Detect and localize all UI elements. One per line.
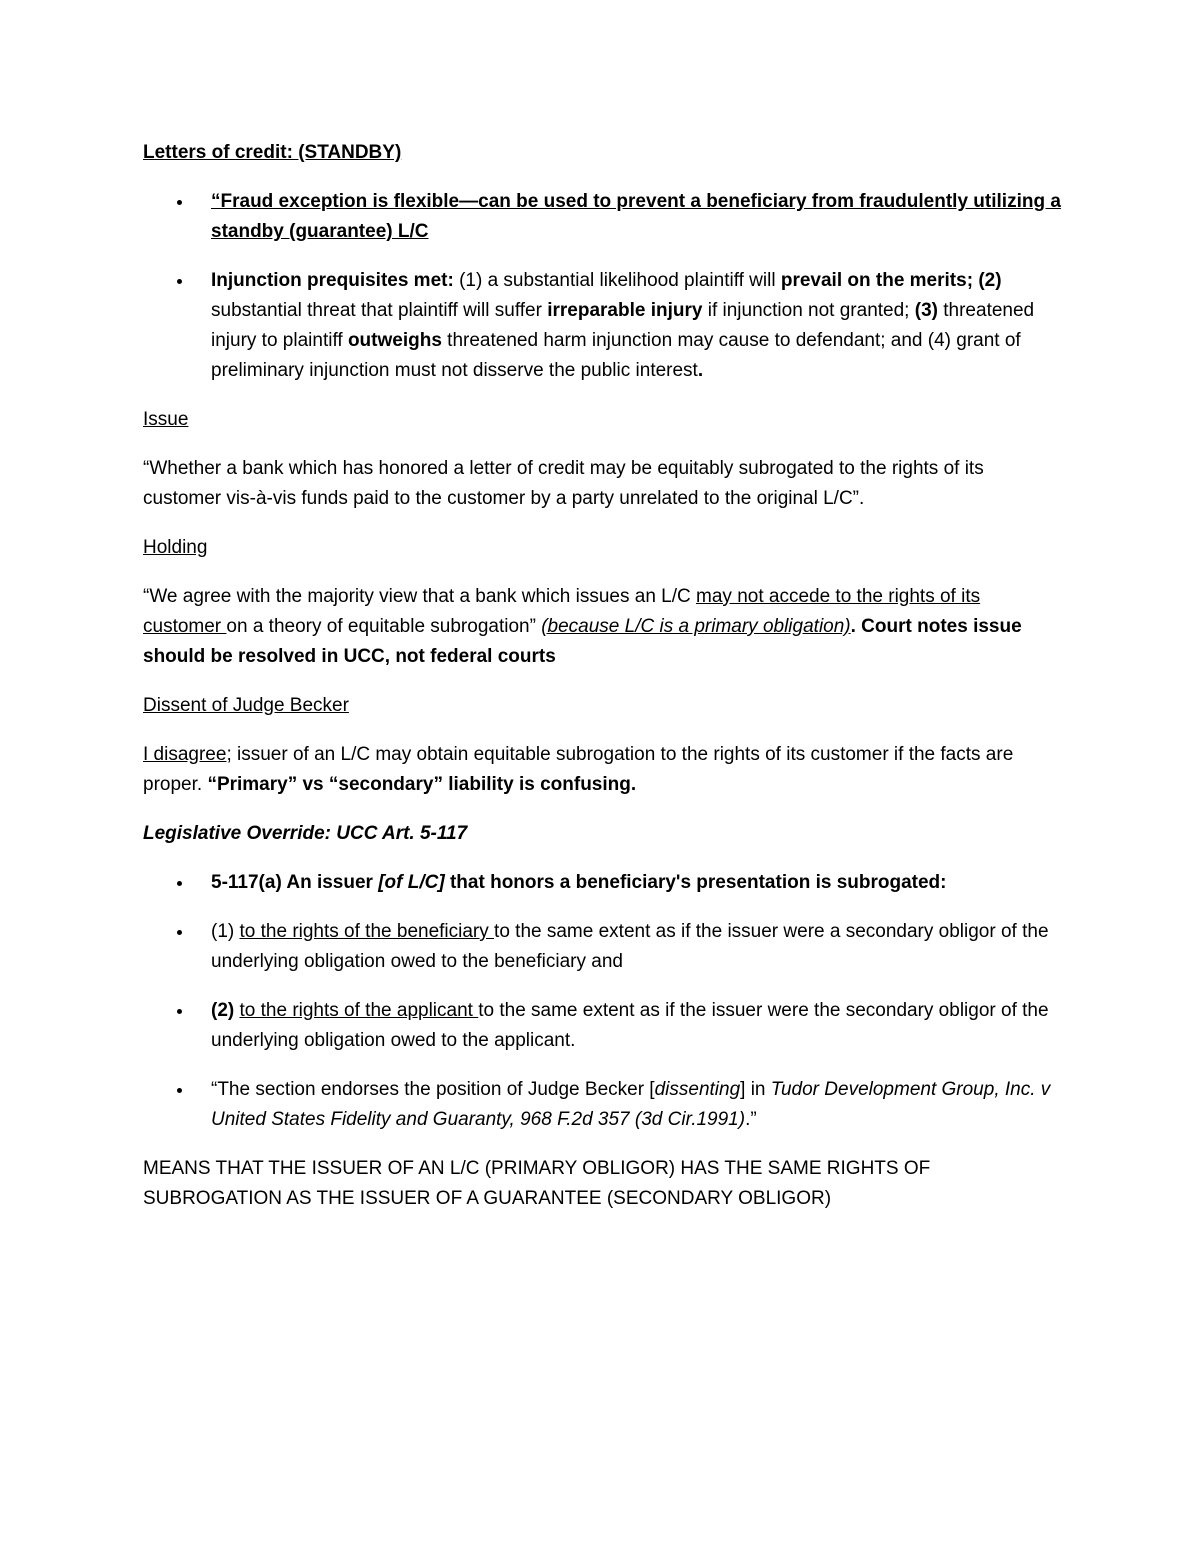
- document-page: [143, 138, 1063, 1233]
- issue-text: [143, 454, 1063, 514]
- injunction-emphasis: .: [697, 360, 704, 381]
- override-heading-text: Legislative Override: UCC Art. 5-117: [143, 823, 468, 844]
- clause-underlined: to the rights of the beneficiary: [239, 921, 495, 942]
- conclusion-caps: MEANS THAT THE ISSUER OF AN L/C (PRIMARY OBLIGOR) HAS THE SAME RIGHTS OF SUBROGATION AS THE ISSUER OF A GUARANTEE (SECONDARY OBLIGOR): [143, 1158, 931, 1209]
- intro-bullet-list: [143, 187, 1063, 386]
- dissent-heading-text: Dissent of Judge Becker: [143, 695, 349, 716]
- holding-underlined: may not accede to the rights of its customer: [143, 586, 981, 637]
- clause-text: to the same extent as if the issuer were the secondary obligor of the underlying obligation owed to the applicant.: [211, 1000, 1049, 1051]
- bullet-injunction-prerequisites: [143, 266, 1063, 386]
- holding-heading-text: Holding: [143, 537, 208, 558]
- fraud-exception-text: “Fraud exception is flexible—can be used to prevent a beneficiary from fraudulently utilizing a standby (guarantee) L/C: [211, 191, 1061, 242]
- dissent-body: ; issuer of an L/C may obtain equitable subrogation to the rights of its customer if the facts are proper.: [143, 744, 1014, 795]
- case-citation: Tudor Development Group, Inc. v United States Fidelity and Guaranty, 968 F.2d 357 (3d Cir.1991): [211, 1079, 1051, 1130]
- statute-bracket: [of L/C]: [378, 872, 445, 893]
- clause-underlined: to the rights of the applicant: [239, 1000, 479, 1021]
- bullet-icon: [177, 930, 182, 935]
- holding-heading: [143, 533, 1063, 563]
- bullet-icon: [177, 279, 182, 284]
- injunction-text: threatened harm injunction may cause to defendant; and (4) grant of preliminary injunction must not disserve the public interest: [211, 330, 1021, 381]
- clause-text: to the same extent as if the issuer were a secondary obligor of the underlying obligation owed to the beneficiary and: [211, 921, 1049, 972]
- dissent-disagree: I disagree: [143, 744, 227, 765]
- bullet-rights-beneficiary: [143, 917, 1063, 977]
- conclusion-text: [143, 1154, 1063, 1214]
- bullet-5-117a: [143, 868, 1063, 898]
- bullet-rights-applicant: [143, 996, 1063, 1056]
- statute-text: that honors a beneficiary's presentation is subrogated:: [444, 872, 947, 893]
- issue-quote: “Whether a bank which has honored a letter of credit may be equitably subrogated to the rights of its customer vis-à-vis funds paid to the customer by a party unrelated to the original L/C”.: [143, 458, 984, 509]
- title-text: Letters of credit: (STANDBY): [143, 142, 402, 163]
- dissent-emphasis: “Primary” vs “secondary” liability is confusing.: [207, 774, 637, 795]
- dissent-heading: [143, 691, 1063, 721]
- clause-number: (2): [211, 1000, 240, 1021]
- statute-text: 5-117(a) An issuer: [211, 872, 379, 893]
- injunction-text: if injunction not granted;: [702, 300, 915, 321]
- document-title: [143, 138, 1063, 168]
- endorse-text: .”: [745, 1109, 757, 1130]
- override-heading: [143, 819, 1063, 849]
- dissent-text: [143, 740, 1063, 800]
- holding-quote: on a theory of equitable subrogation”: [226, 616, 542, 637]
- injunction-emphasis: irreparable injury: [547, 300, 703, 321]
- injunction-emphasis: prevail on the merits;: [780, 270, 974, 291]
- injunction-label: Injunction prequisites met:: [211, 270, 454, 291]
- bullet-icon: [177, 200, 182, 205]
- clause-number: (1): [211, 921, 240, 942]
- override-bullet-list: [143, 868, 1063, 1135]
- injunction-text: substantial threat that plaintiff will suffer: [211, 300, 548, 321]
- holding-quote: “We agree with the majority view that a bank which issues an L/C: [143, 586, 697, 607]
- injunction-text: threatened injury to plaintiff: [211, 300, 1035, 351]
- issue-heading: [143, 405, 1063, 435]
- holding-text: [143, 582, 1063, 672]
- bullet-endorses-becker: [143, 1075, 1063, 1135]
- holding-court-note: . Court notes issue should be resolved in UCC, not federal courts: [143, 616, 1022, 667]
- issue-heading-text: Issue: [143, 409, 189, 430]
- bullet-icon: [177, 1088, 182, 1093]
- endorse-text: ] in: [740, 1079, 771, 1100]
- endorse-text: “The section endorses the position of Judge Becker [: [211, 1079, 655, 1100]
- bullet-icon: [177, 881, 182, 886]
- endorse-italic: dissenting: [654, 1079, 741, 1100]
- bullet-fraud-exception: [143, 187, 1063, 247]
- injunction-emphasis: (3): [914, 300, 938, 321]
- injunction-emphasis: (2): [978, 270, 1002, 291]
- injunction-emphasis: outweighs: [347, 330, 442, 351]
- bullet-icon: [177, 1009, 182, 1014]
- holding-reason: (because L/C is a primary obligation): [541, 616, 851, 637]
- injunction-text: (1) a substantial likelihood plaintiff will: [453, 270, 781, 291]
